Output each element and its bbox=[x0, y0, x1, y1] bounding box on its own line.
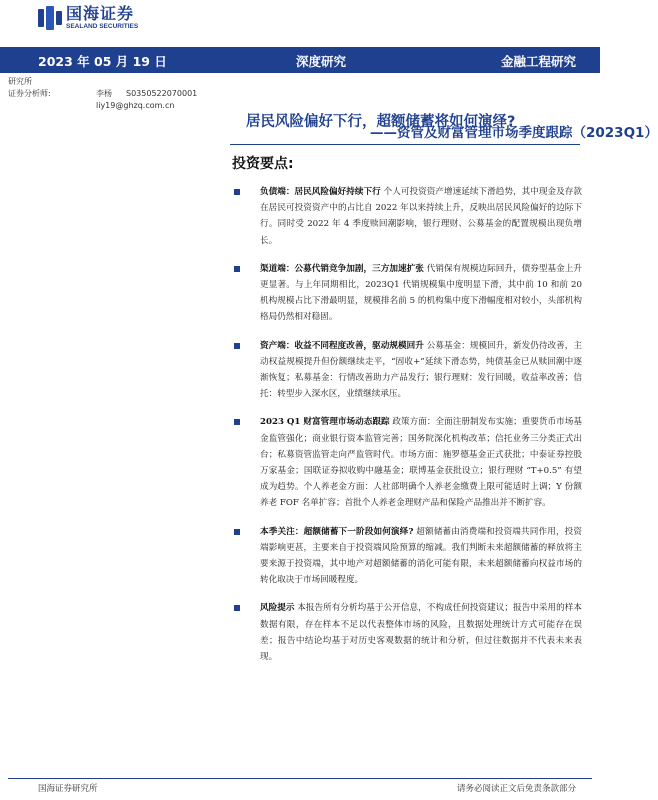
key-points bbox=[232, 184, 582, 665]
key-point-text: 公募基金：规模回升，新发仍待改善，主动权益规模提升但份额继续走平，“固收+”延续下滑态势，纯债基金已从赎回潮中逐渐恢复；私募基金：行情改善助力产品发行；银行理财：发行回暖，收益率改善；信托：转型步入深水区，业绩继续承压。 bbox=[260, 340, 582, 400]
key-point-text: 个人可投资资产增速延续下滑趋势，其中现金及存款在居民可投资资产中的占比自 2022 年以来持续上升，反映出居民风险偏好的边际下行。同时受 2022 年 4 季度赎回潮影响，银行理财、公募基金的配置规模出现负增长。 bbox=[260, 187, 582, 246]
report-date: 2023 年 05 月 19 日 bbox=[38, 54, 167, 69]
analyst-label: 证券分析师: bbox=[8, 89, 51, 98]
key-point bbox=[232, 261, 582, 326]
logo-text bbox=[66, 6, 138, 31]
bullet-square-icon bbox=[234, 419, 240, 425]
key-point-head: 2023 Q1 财富管理市场动态跟踪 bbox=[260, 417, 390, 428]
analyst-license: S0350522070001 bbox=[126, 89, 198, 98]
key-point-head: 渠道端：公募代销竞争加剧，三方加速扩张 bbox=[260, 263, 424, 274]
key-point bbox=[232, 600, 582, 665]
bullet-square-icon bbox=[234, 529, 240, 535]
header-bar bbox=[0, 47, 600, 73]
key-point-head: 资产端：收益不同程度改善，驱动规模回升 bbox=[260, 340, 424, 351]
key-point-head: 风险提示 bbox=[260, 603, 295, 614]
key-point bbox=[232, 414, 582, 511]
section-title: 投资要点: bbox=[232, 156, 294, 172]
bullet-square-icon bbox=[234, 189, 240, 195]
key-point bbox=[232, 338, 582, 403]
logo-mark-icon bbox=[38, 6, 62, 30]
brand-logo bbox=[38, 6, 138, 31]
key-point-text: 政策方面：全面注册制发布实施；重要货币市场基金监管强化；商业银行资本监管完善；国务院深化机构改革；信托业务三分类正式出台；私募资管监管走向严监管时代。市场方面：施罗德基金正式获批；中泰证券控股万家基金；国联证券拟收购中融基金；联博基金获批设立；银行理财 “T+0.5” 有望成为趋势。个人养老金方面：人社部明确个人养老金缴费上限可能适时上调；Y 份额养老 FOF 名单扩容；首批个人养老金理财产品和保险产品推出并不断扩容。 bbox=[260, 417, 582, 509]
analyst-row bbox=[8, 88, 197, 100]
key-point-text: 本报告所有分析均基于公开信息，不构成任何投资建议；报告中采用的样本数据有限，存在样本不足以代表整体市场的风险，且数据处理统计方式可能存在误差；报告中结论均基于对历史客观数据的统计和分析，但过往数据并不代表未来表现。 bbox=[260, 603, 582, 663]
key-point-text: 代销保有规模边际回升，债券型基金上升更显著。与上年同期相比，2023Q1 代销规模集中度明显下滑，其中前 10 和前 20 机构规模占比下滑最明显，规模排名前 5 的机构集中度下滑幅度相对较小，头部机构格局仍然相对稳固。 bbox=[260, 263, 582, 323]
report-category: 金融工程研究 bbox=[500, 54, 576, 69]
footer-institution: 国海证券研究所 bbox=[38, 784, 98, 794]
title-divider bbox=[230, 144, 580, 145]
key-point-text: 超额储蓄由消费端和投资端共同作用，投资端影响更甚，主要来自于投资端风险预算的缩减。我们判断未来超额储蓄的释放将主要来源于投资端，其中地产对超额储蓄的消化可能有限，未来超额储蓄向权益市场的转化取决于市场回暖程度。 bbox=[260, 526, 582, 586]
key-point bbox=[232, 184, 582, 249]
logo-name-en: SEALAND SECURITIES bbox=[66, 23, 139, 30]
report-subtitle: ——资管及财富管理市场季度跟踪（2023Q1） bbox=[370, 125, 658, 141]
key-point bbox=[232, 524, 582, 589]
key-point-head: 负债端：居民风险偏好持续下行 bbox=[260, 187, 381, 197]
key-point-head: 本季关注：超额储蓄下一阶段如何演绎? bbox=[260, 526, 414, 537]
report-title: 居民风险偏好下行，超额储蓄将如何演绎? bbox=[246, 114, 516, 130]
bullet-square-icon bbox=[234, 605, 240, 611]
bullet-square-icon bbox=[234, 343, 240, 349]
analyst-name: 李杨 bbox=[96, 89, 112, 98]
research-dept: 研究所 bbox=[8, 77, 32, 86]
report-type: 深度研究 bbox=[296, 54, 347, 69]
logo-name-cn: 国海证券 bbox=[66, 4, 135, 23]
analyst-email-row bbox=[8, 100, 197, 112]
footer-divider bbox=[8, 778, 592, 779]
analyst-email: liy19@ghzq.com.cn bbox=[96, 101, 175, 110]
footer-disclaimer-note: 请务必阅读正文后免责条款部分 bbox=[456, 784, 576, 794]
analyst-info bbox=[8, 76, 197, 112]
bullet-square-icon bbox=[234, 266, 240, 272]
